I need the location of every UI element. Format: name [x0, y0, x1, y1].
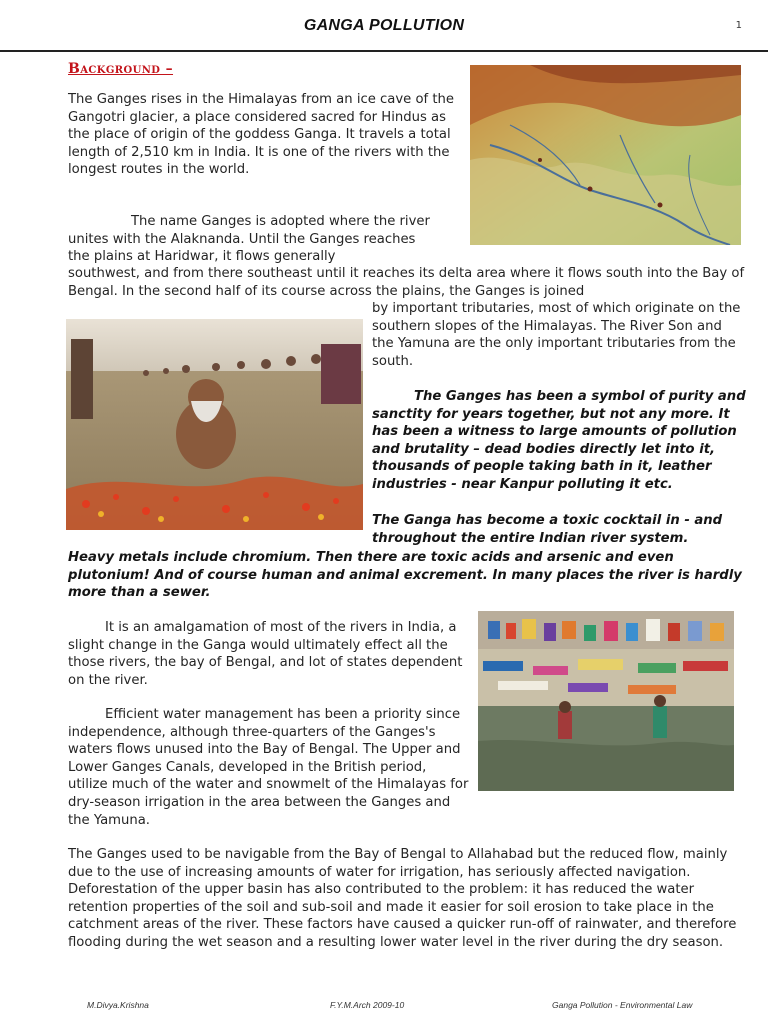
page-header: [0, 0, 768, 52]
section-heading: Background –: [68, 61, 174, 77]
paragraph-course-part2: southwest, and from there southeast until it reaches its delta area where it flows south into the Bay of Bengal. In the second half of its course across the plains, the Ganges is joined: [68, 266, 745, 299]
page-number: 1: [735, 20, 742, 31]
pilgrim-bathing-image: [66, 319, 363, 530]
paragraph-water-management: Efficient water management has been a priority since independence, although three-quarters of the Ganges's waters flows unused into the Bay of Bengal. The Upper and Lower Ganges Canals, developed in the British period, utilize much of the water and snowmelt of the Himalayas for dry-season irrigation in the area between the Ganges and the Yamuna.: [68, 707, 469, 828]
paragraph-course-part1: The name Ganges is adopted where the river unites with the Alaknanda. Until the Ganges reaches the plains at Haridwar, it flows generally: [68, 214, 430, 265]
header-divider: [0, 50, 768, 52]
footer-author: M.Divya.Krishna: [87, 1000, 149, 1010]
paragraph-toxic-part2: Heavy metals include chromium. Then there are toxic acids and arsenic and even plutonium! And of course human and animal excrement. In many places the river is hardly more than a sewer.: [68, 550, 742, 601]
paragraph-purity: The Ganges has been a symbol of purity and sanctity for years together, but not any more. It has been a witness to large amounts of pollution and brutality – dead bodies directly let into it, thousands of people taking bath in it, leather industries - near Kanpur polluting it etc.: [372, 389, 746, 492]
washing-ghat-image: [478, 611, 734, 791]
paragraph-toxic-part1: The Ganga has become a toxic cocktail in - and throughout the entire Indian river system.: [372, 513, 723, 546]
footer-course: F.Y.M.Arch 2009-10: [330, 1000, 405, 1010]
ganges-map-image: [470, 65, 741, 245]
paragraph-origin: The Ganges rises in the Himalayas from an ice cave of the Gangotri glacier, a place considered sacred for Hindus as the place of origin of the goddess Ganga. It travels a total length of 2,510 km in India. It is one of the rivers with the longest routes in the world.: [68, 92, 455, 178]
paragraph-amalgamation: It is an amalgamation of most of the rivers in India, a slight change in the Ganga would ultimately effect all the those rivers, the bay of Bengal, and lot of states dependent on the river.: [68, 620, 463, 688]
page-title: GANGA POLLUTION: [303, 17, 465, 34]
paragraph-course-part3: by important tributaries, most of which originate on the southern slopes of the Himalayas. The River Son and the Yamuna are the only important tributaries from the south.: [372, 301, 741, 369]
paragraph-navigation: The Ganges used to be navigable from the Bay of Bengal to Allahabad but the reduced flow, mainly due to the use of increasing amounts of water for irrigation, has seriously affected navigation. Deforestation of the upper basin has also contributed to the problem: it has reduced the water retention properties of the soil and sub-soil and made it easier for soil erosion to take place in the catchment areas of the river. These factors have caused a quicker run-off of rainwater, and therefore flooding during the wet season and a resulting lower water level in the river during the dry season.: [68, 847, 737, 950]
footer-subject: Ganga Pollution - Environmental Law: [552, 1000, 693, 1010]
